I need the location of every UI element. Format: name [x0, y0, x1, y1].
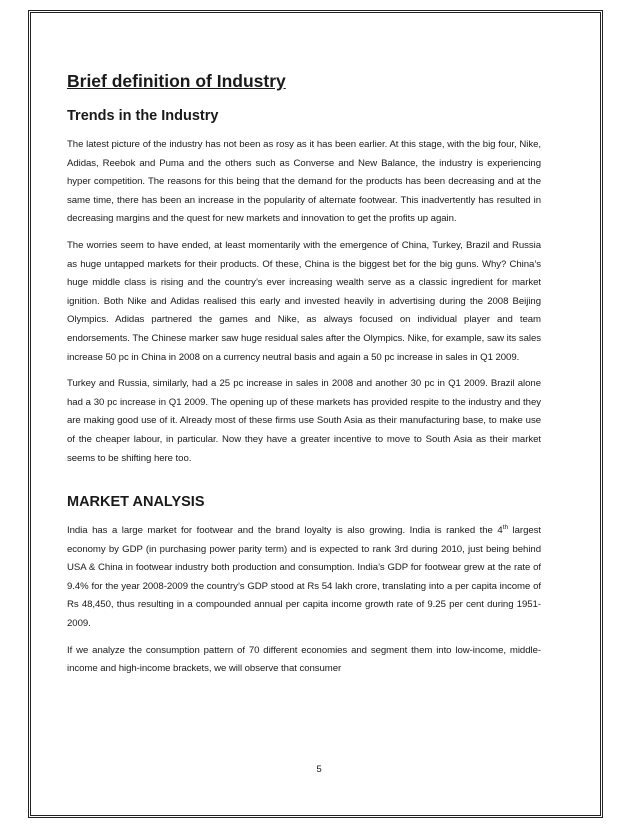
trends-paragraph-2: The worries seem to have ended, at least momentarily with the emergence of China, Turkey, Brazil and Russia as huge untapped markets for their products. Of these, China is the biggest bet for the big guns. Why? China’s huge middle class is rising and the country’s ever increasing wealth serve as a classic ingredient for market ignition. Both Nike and Adidas realised this early and invested heavily in advertising during the 2008 Beijing Olympics. Adidas partnered the games and Nike, as always focused on individual player and team endorsements. The Chinese marker saw huge residual sales after the Olympics. Nike, for example, saw its sales increase 50 pc in China in 2008 on a currency neutral basis and again a 50 pc increase in sales in Q1 2009.	[67, 239, 541, 363]
section-heading-market-analysis: MARKET ANALYSIS	[67, 494, 205, 511]
market-paragraph-1	[67, 522, 541, 634]
trends-paragraph-1: The latest picture of the industry has not been as rosy as it has been earlier. At this stage, with the big four, Nike, Adidas, Reebok and Puma and the others such as Converse and New Balance, the industry is experiencing hyper competition. The reasons for this being that the demand for the products has been decreasing and at the same time, there has been an increase in the popularity of alternate footwear. This inadvertently has resulted in decreasing margins and the quest for new markets and innovation to get the profits up again.	[67, 139, 541, 225]
page-content	[67, 70, 541, 687]
ordinal-superscript: th	[502, 523, 509, 531]
document-title: Brief definition of Industry	[67, 71, 286, 91]
market-paragraph-1-text-a: India has a large market for footwear and the brand loyalty is also growing. India is ranked the 4	[67, 525, 503, 537]
page-number: 5	[316, 764, 322, 775]
trends-paragraph-3: Turkey and Russia, similarly, had a 25 pc increase in sales in 2008 and another 30 pc in Q1 2009. Brazil alone had a 30 pc increase in Q1 2009. The opening up of these markets has provided respite to the industry and they are making good use of it. Already most of these firms use South Asia as their manufacturing base, to make use of the cheaper labour, in particular. Now they have a greater incentive to move to South Asia as their market seems to be shifting here too.	[67, 378, 541, 464]
market-paragraph-1-text-b: largest economy by GDP (in purchasing power parity term) and is expected to rank 3rd during 2010, just being behind USA & China in footwear industry both production and consumption. India’s GDP for footwear grew at the rate of 9.4% for the year 2008-2009 the country’s GDP stood at Rs 54 lakh crore, translating into a per capita income of Rs 48,450, thus resulting in a compounded annual per capita income growth rate of 9.25 per cent during 1951-2009.	[67, 525, 542, 630]
section-heading-trends: Trends in the Industry	[67, 108, 219, 124]
market-paragraph-2: If we analyze the consumption pattern of 70 different economies and segment them into low-income, middle-income and high-income brackets, we will observe that consumer	[67, 644, 541, 675]
